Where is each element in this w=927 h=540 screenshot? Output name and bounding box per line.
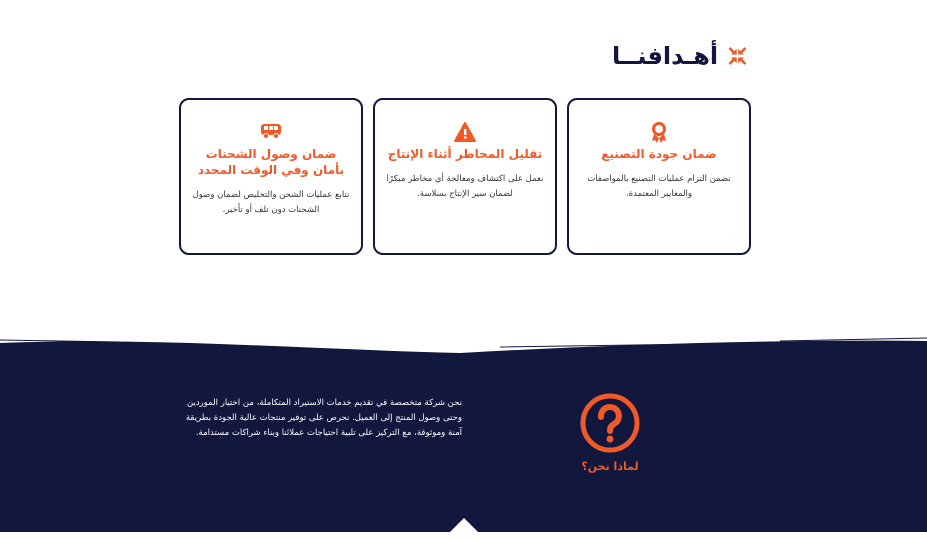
why-us-text: نحن شركة متخصصة في تقديم خدمات الاستيراد المتكاملة، من اختيار الموردين وحتى وصول المنتج إلى العميل. نحرص على توفير منتجات عالية الجودة بطريقة آمنة وموثوقة، مع التركيز على تلبية احتياجات عملائنا وبناء شراكات مستدامة.: [185, 398, 462, 438]
arrows-inward-icon: [728, 43, 747, 69]
goal-text: نضمن التزام عمليات التصنيع بالمواصفات والمعايير المعتمدة.: [587, 174, 731, 199]
why-us-section-background: [0, 335, 927, 532]
goal-title: ضمان جودة التصنيع: [601, 147, 717, 161]
warning-triangle-icon: [454, 122, 476, 142]
why-us-title: لماذا نحن؟: [581, 460, 639, 473]
section-heading: [612, 38, 747, 74]
goal-title: تقليل المخاطر أثناء الإنتاج: [387, 147, 543, 161]
goal-title: ضمان وصول الشحنات بأمان وفي الوقت المحدد: [197, 147, 345, 177]
question-circle-icon: [580, 393, 640, 453]
truck-icon: [260, 122, 282, 140]
goal-card-risk: [373, 98, 557, 255]
goal-card-shipping: [179, 98, 363, 255]
section-title: أهـدافنــا: [612, 42, 719, 70]
goal-text: نتابع عمليات الشحن والتخليص لضمان وصول الشحنات دون تلف أو تأخير.: [192, 190, 350, 215]
award-ribbon-icon: [651, 122, 667, 144]
goal-card-quality: [567, 98, 751, 255]
goal-text: نعمل على اكتشاف ومعالجة أي مخاطر مبكرًا لضمان سير الإنتاج بسلاسة.: [386, 174, 544, 199]
